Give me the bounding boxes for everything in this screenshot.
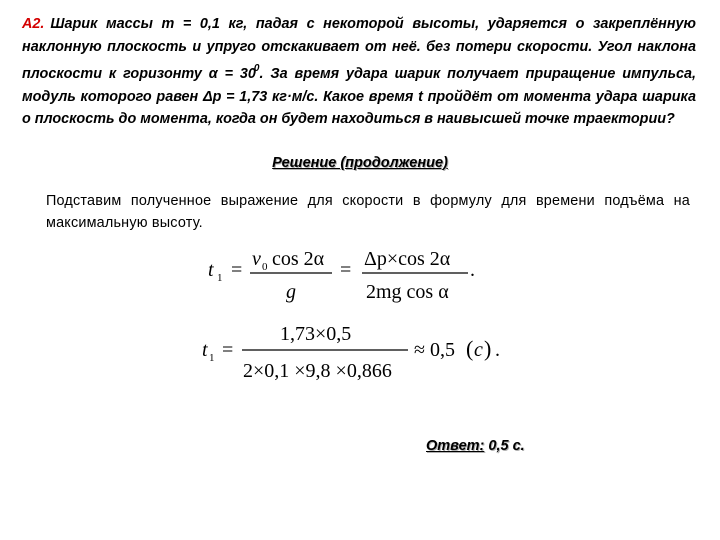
formula2-end: .	[495, 339, 500, 361]
formula1-num2: Δp×cos 2α	[364, 248, 451, 270]
formula1-den2: 2mg cos α	[366, 281, 449, 303]
formula2-denominator: 2×0,1 ×9,8 ×0,866	[243, 360, 392, 382]
formula2-eq: =	[222, 339, 234, 361]
formula2-paren-close: )	[484, 336, 492, 361]
formula2-lhs-sub: 1	[209, 352, 215, 364]
problem-text-part1: Шарик массы m = 0,1 кг, падая с некоторой высоты, ударяется о закреплённую наклонную плоскость и упруго отскакивает от неё. без потери скорости. Угол наклона плоскости к горизонту α = 30	[22, 16, 696, 83]
formula1-lhs-var: t	[208, 259, 214, 281]
degree-mark: 0	[253, 63, 260, 75]
formula1-eq1: =	[231, 259, 243, 281]
formula2-unit: c	[474, 339, 483, 361]
answer-line	[426, 438, 525, 454]
formula1-eq2: =	[340, 259, 352, 281]
formula1-den1: g	[286, 281, 296, 303]
solution-lead-text: Подставим полученное выражение для скорости в формулу для времени подъёма на максимальную высоту.	[46, 193, 690, 231]
formula1-num1-rest: cos 2α	[272, 248, 325, 270]
formula2-lhs-var: t	[202, 339, 208, 361]
formula2-paren-open: (	[466, 336, 474, 361]
answer-value: 0,5 с.	[484, 438, 525, 454]
problem-text-part2: . За время удара шарик получает приращение импульса, модуль которого равен Δp = 1,73 кг·м/с. Какое время t пройдёт от момента удара шарика о плоскость до момента, когда он будет находиться в наивысшей точке траектории?	[22, 66, 696, 128]
formula1-num1-sub: 0	[262, 261, 268, 273]
problem-number: А2.	[22, 16, 45, 32]
formula1-end: .	[470, 259, 475, 281]
formula2-approx: ≈ 0,5	[414, 339, 455, 361]
formula-time-general	[208, 248, 475, 303]
formula1-lhs-sub: 1	[217, 272, 223, 284]
solution-title: Решение (продолжение)	[272, 155, 448, 171]
formula-time-numeric	[202, 323, 500, 382]
formula1-num1-var: v	[252, 248, 261, 270]
answer-label: Ответ:	[426, 438, 485, 454]
formula2-numerator: 1,73×0,5	[280, 323, 352, 345]
